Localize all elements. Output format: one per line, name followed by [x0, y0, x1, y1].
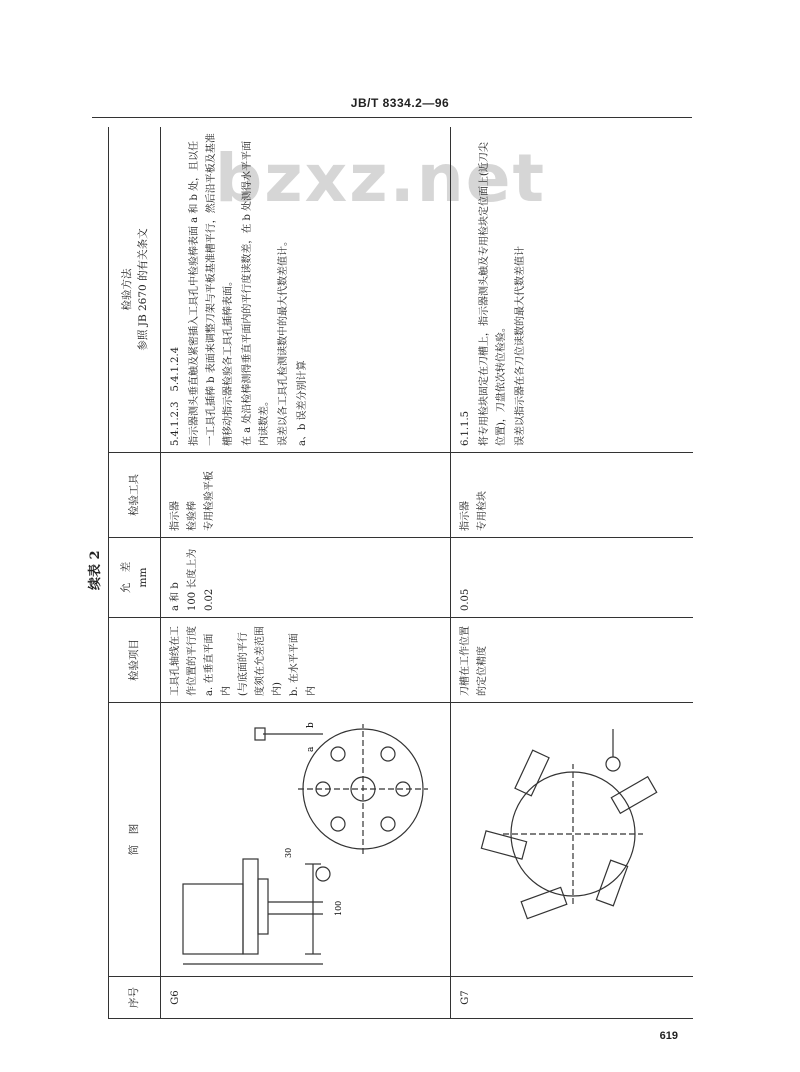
diagram-g6 [161, 703, 451, 977]
method-g6-p4: a、b 误差分别计算 [297, 360, 308, 446]
method-g6-p2: 在 a 处沿检棒测得垂直平面内的平行度读数差，在 b 处测得水平平面内读数差。 [242, 140, 270, 446]
col-item: 检验项目 [109, 618, 161, 703]
tolerance-g6 [161, 538, 451, 618]
method-g7 [451, 127, 694, 453]
g7-diagram [453, 712, 689, 974]
tools-g6-text: 指示器 检验棒 专用检验平板 [170, 471, 215, 531]
method-g6 [161, 127, 451, 453]
table-caption: 续表 2 [88, 550, 103, 590]
dim-30: 30 [284, 847, 293, 858]
method-g6-p1: 指示器测头垂直触及紧密插入工具孔中检验棒表面 a 和 b 处，且以任一工具孔插棒 b 表面来调整刀架与平板基准槽平行，然后沿平板及基准槽移动指示器检验各工具孔插棒表面。 [189, 133, 234, 446]
watermark: bzxz.net [215, 140, 547, 217]
seq-g6: G6 [161, 977, 451, 1019]
method-g7-p1: 将专用检块固定在刀槽上，指示器测头触及专用检块定位面上(近刀尖位置)，刀盘依次转位检验。 [479, 142, 507, 446]
tools-g7 [451, 453, 694, 538]
item-g7-text: 刀槽在工作位置的定位精度 [460, 626, 488, 696]
tools-g6 [161, 453, 451, 538]
seq-g7: G7 [451, 977, 694, 1019]
item-g6-text: 工具孔轴线在工作位置的平行度 a. 在垂直平面内 (与底面的平行度须在允差范围内) b. 在水平平面内 [170, 626, 317, 696]
dim-100: 100 [334, 900, 343, 916]
tolerance-g7-text: 0.05 [460, 588, 471, 611]
col-method: 检验方法 参照 JB 2670 的有关条文 [109, 127, 161, 453]
item-g7 [451, 618, 694, 703]
inspection-table [108, 127, 693, 1019]
col-tolerance: 允 差 mm [109, 538, 161, 618]
tolerance-g7 [451, 538, 694, 618]
header-rule [92, 117, 692, 118]
method-g6-p3: 误差以各工具孔检测读数中的最大代数差值计。 [278, 236, 289, 446]
document-header: JB/T 8334.2—96 [350, 96, 450, 110]
diagram-g7 [451, 703, 694, 977]
col-seq: 序号 [109, 977, 161, 1019]
table-row [451, 127, 694, 1019]
item-g6 [161, 618, 451, 703]
tolerance-g6-text: a 和 b 100 长度上为 0.02 [170, 548, 215, 611]
method-g7-ref: 6.1.1.5 [460, 411, 471, 446]
method-g6-ref: 5.4.1.2.3 5.4.1.2.4 [170, 346, 181, 446]
rotated-table-frame [108, 127, 693, 1019]
page-number: 619 [659, 1030, 678, 1042]
tools-g7-text: 指示器 专用检块 [460, 491, 488, 531]
method-g7-p2: 误差以指示器在各刀位读数的最大代数差值计 [515, 246, 526, 446]
col-tools: 检验工具 [109, 453, 161, 538]
g6-diagram [163, 712, 447, 974]
col-diagram: 简 图 [109, 703, 161, 977]
table-row [161, 127, 451, 1019]
label-a: a [306, 746, 316, 752]
label-b: b [306, 722, 316, 728]
